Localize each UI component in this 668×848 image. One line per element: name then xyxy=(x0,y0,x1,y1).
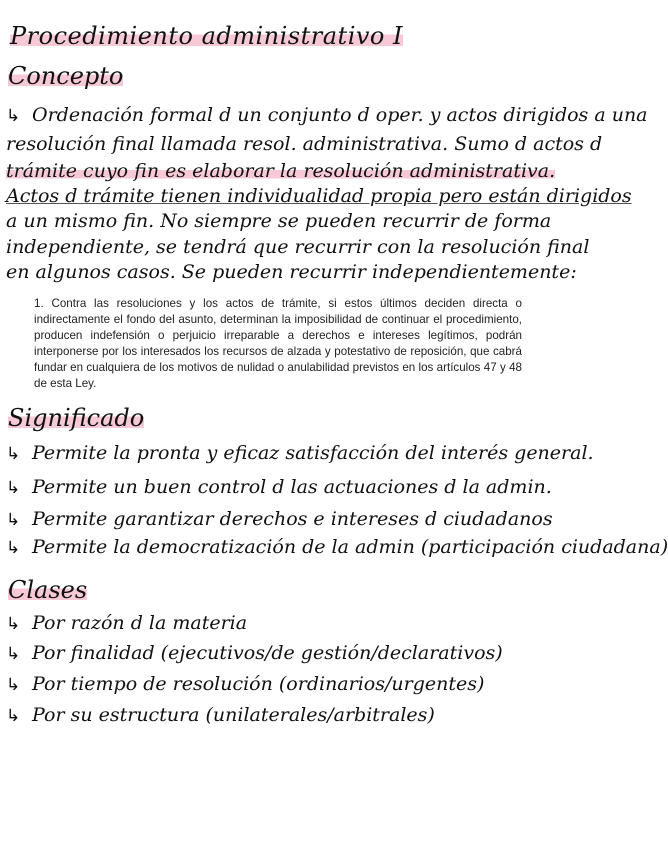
arrow-icon: ↳ xyxy=(6,444,21,464)
significado-item-2: ↳ Permite un buen control d las actuaciones d la admin. xyxy=(6,476,552,498)
quote-number: 1. xyxy=(34,297,44,310)
arrow-icon: ↳ xyxy=(6,478,21,498)
concepto-line-6: independiente, se tendrá que recurrir con la resolución final xyxy=(6,236,590,258)
page-title-text: Procedimiento administrativo I xyxy=(10,22,403,50)
arrow-icon: ↳ xyxy=(6,106,21,126)
law-quote xyxy=(8,290,532,398)
significado-heading: Significado xyxy=(8,404,145,432)
arrow-icon: ↳ xyxy=(6,538,21,558)
arrow-icon: ↳ xyxy=(6,675,21,695)
arrow-icon: ↳ xyxy=(6,706,21,726)
significado-item-4: ↳ Permite la democratización de la admin (participación ciudadana) xyxy=(6,536,668,558)
clases-item-3: ↳ Por tiempo de resolución (ordinarios/urgentes) xyxy=(6,673,485,695)
arrow-icon: ↳ xyxy=(6,614,21,634)
concepto-heading: Concepto xyxy=(8,62,124,90)
arrow-icon: ↳ xyxy=(6,510,21,530)
concepto-line-4: Actos d trámite tienen individualidad propia pero están dirigidos xyxy=(6,185,632,207)
concepto-line-1: ↳ Ordenación formal d un conjunto d oper. y actos dirigidos a una xyxy=(6,104,648,126)
clases-item-2: ↳ Por finalidad (ejecutivos/de gestión/declarativos) xyxy=(6,642,503,664)
clases-item-4: ↳ Por su estructura (unilaterales/arbitrales) xyxy=(6,704,435,726)
clases-item-1: ↳ Por razón d la materia xyxy=(6,612,248,634)
arrow-icon: ↳ xyxy=(6,644,21,664)
quote-text: Contra las resoluciones y los actos de trámite, si estos últimos deciden directa o indirectamente el fondo del asunto, determinan la imposibilidad de continuar el procedimiento, producen indefensión o perjuicio irreparable a derechos e intereses legítimos, podrán interponerse por los interesados los recursos de alzada y potestativo de reposición, que cabrá fundar en cualquiera de los motivos de nulidad o anulabilidad previstos en los artículos 47 y 48 de esta Ley. xyxy=(34,297,522,390)
concepto-line-7: en algunos casos. Se pueden recurrir independientemente: xyxy=(6,261,577,283)
clases-heading: Clases xyxy=(8,576,88,604)
page-title xyxy=(10,22,403,50)
concepto-line-5: a un mismo fin. No siempre se pueden recurrir de forma xyxy=(6,210,552,232)
concepto-line-3: trámite cuyo fin es elaborar la resolución administrativa. xyxy=(6,160,556,182)
concepto-line-2: resolución final llamada resol. administrativa. Sumo d actos d xyxy=(6,133,603,155)
significado-item-1: ↳ Permite la pronta y eficaz satisfacción del interés general. xyxy=(6,442,594,464)
significado-item-3: ↳ Permite garantizar derechos e intereses d ciudadanos xyxy=(6,508,553,530)
